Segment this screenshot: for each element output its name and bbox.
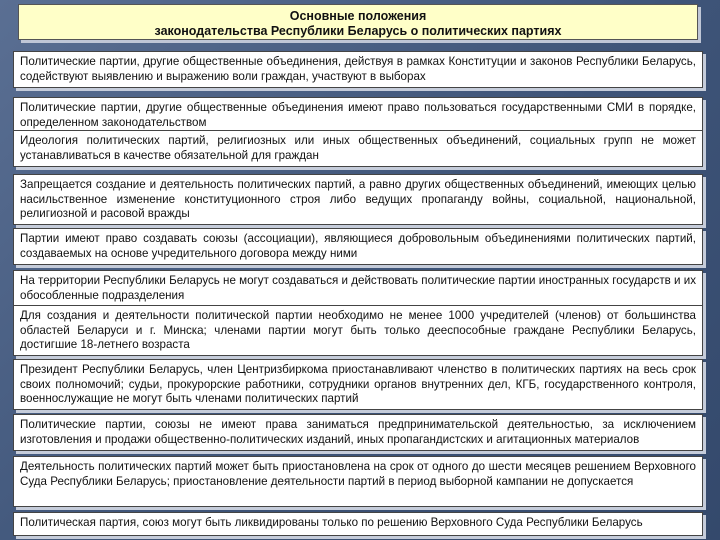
provision-box: Политические партии, другие общественные объединения, действуя в рамках Конституции и законов Республики Беларусь, содействуют выявлению и выражению воли граждан, участвуют в выборах bbox=[13, 51, 703, 88]
page-title: Основные положения bbox=[289, 9, 427, 23]
page-subtitle: законодательства Республики Беларусь о политических партиях bbox=[154, 24, 562, 38]
provision-box: На территории Республики Беларусь не могут создаваться и действовать политические партии иностранных государств и их обособленные подразделения bbox=[13, 270, 703, 307]
provision-box: Президент Республики Беларусь, член Центризбиркома приостанавливают членство в политических партиях на весь срок своих полномочий; судьи, прокурорские работники, сотрудники органов внутренних дел, КГБ, государственного контроля, военнослужащие не могут быть членами политических партий bbox=[13, 359, 703, 410]
provision-box: Политические партии, другие общественные объединения имеют право пользоваться государственными СМИ в порядке, определенном законодательством bbox=[13, 97, 703, 134]
provision-box: Идеология политических партий, религиозных или иных общественных объединений, социальных групп не может устанавливаться в качестве обязательной для граждан bbox=[13, 130, 703, 167]
provision-box: Деятельность политических партий может быть приостановлена на срок от одного до шести месяцев решением Верховного Суда Республики Беларусь; приостановление деятельности партий в период выборной кампании не допускается bbox=[13, 456, 703, 507]
provision-box: Политические партии, союзы не имеют права заниматься предпринимательской деятельностью, за исключением изготовления и продажи общественно-политических изданий, иных пропагандистских и агитационных материалов bbox=[13, 414, 703, 451]
provision-box: Запрещается создание и деятельность политических партий, а равно других общественных объединений, имеющих целью насильственное изменение конституционного строя либо ведущих пропаганду войны, социальной, национальной, религиозной и расовой вражды bbox=[13, 174, 703, 225]
provision-box: Партии имеют право создавать союзы (ассоциации), являющиеся добровольным объединениями политических партий, создаваемых на основе учредительного договора между ними bbox=[13, 228, 703, 265]
title-box bbox=[18, 4, 698, 40]
provision-box: Для создания и деятельности политической партии необходимо не менее 1000 учредителей (членов) от большинства областей Беларуси и г. Минска; членами партии могут быть только дееспособные граждане Республики Беларусь, достигшие 18-летнего возраста bbox=[13, 305, 703, 356]
provision-box: Политическая партия, союз могут быть ликвидированы только по решению Верховного Суда Республики Беларусь bbox=[13, 512, 703, 536]
